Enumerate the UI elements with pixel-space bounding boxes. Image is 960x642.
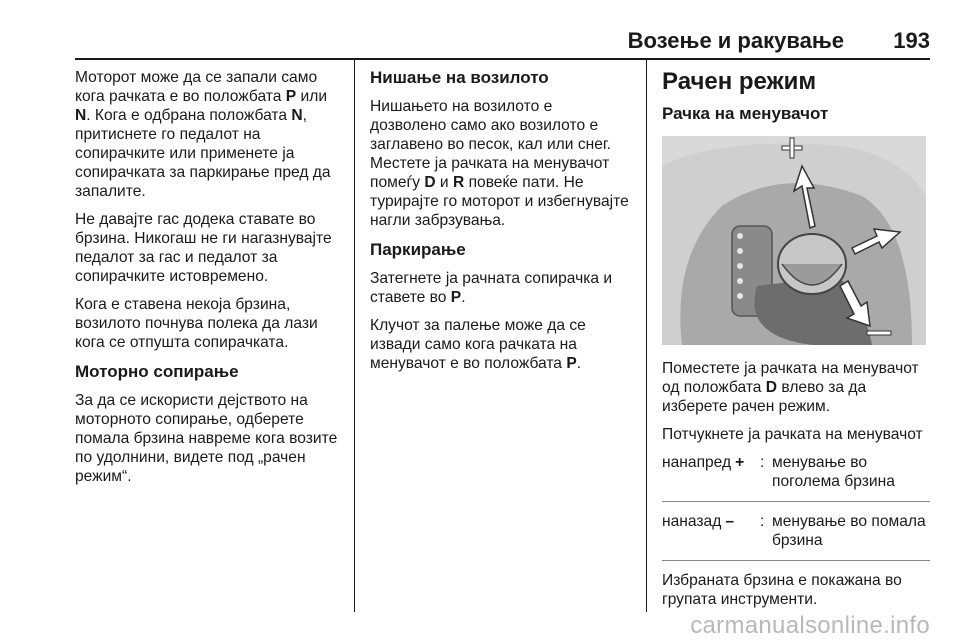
definition-row-upshift: нанапред + : менување во поголема брзина <box>662 453 930 502</box>
column-2 <box>370 68 632 382</box>
paragraph-creep: Кога е ставена некоја брзина, возилото почнува полека да лази кога се отпушта сопирачката. <box>75 296 318 351</box>
desc-upshift: менување во поголема брзина <box>772 454 895 490</box>
term-forward: нанапред <box>662 454 732 471</box>
column-1 <box>75 68 350 495</box>
paragraph-tap-lever: Потчукнете ја рачката на менувачот <box>662 426 923 443</box>
header-rule <box>75 58 930 60</box>
plus-icon: + <box>735 454 745 471</box>
column-divider <box>354 60 355 612</box>
desc-downshift: менување во помала брзина <box>772 513 926 549</box>
heading-gear-lever: Рачка на менувачот <box>662 104 829 123</box>
term-backward: наназад <box>662 513 722 530</box>
heading-manual-mode: Рачен режим <box>662 68 817 95</box>
heading-parking: Паркирање <box>370 240 466 259</box>
shift-definitions <box>662 453 930 561</box>
paragraph-parking: Затегнете ја рачната сопирачка и ставете во P. <box>370 270 613 306</box>
page-header <box>0 28 960 60</box>
page-number: 193 <box>893 28 930 53</box>
column-3 <box>662 68 930 618</box>
paragraph-no-throttle: Не давајте гас додека ставате во брзина. Никогаш не ги нагазнувајте педалот за гас и педалот за сопирачките истовремено. <box>75 211 332 285</box>
paragraph-rocking: Нишањето на возилото е дозволено само ако возилото е заглавено во песок, кал или снег. Местете ја рачката на менувачот помеѓу D и R повеќе пати. Не турирајте го моторот и избегнувајте нагли забрзувања. <box>370 98 629 229</box>
heading-engine-braking: Моторно сопирање <box>75 362 239 381</box>
paragraph-gear-display: Избраната брзина е покажана во групата инструменти. <box>662 572 902 608</box>
gear-lever-illustration <box>662 136 926 345</box>
header-title: Возење и ракување <box>627 28 844 53</box>
column-divider <box>646 60 647 612</box>
heading-rocking: Нишање на возилото <box>370 68 549 87</box>
minus-icon: – <box>725 513 735 530</box>
paragraph-select-manual: Поместете ја рачката на менувачот од положбата D влево за да изберете рачен режим. <box>662 360 919 415</box>
definition-row-downshift: наназад – : менување во помала брзина <box>662 512 930 561</box>
gear-lever-drawing <box>662 136 926 345</box>
watermark: carmanualsonline.info <box>690 612 930 639</box>
paragraph-key-removal: Клучот за палење може да се извади само кога рачката на менувачот е во положбата P. <box>370 317 586 372</box>
paragraph-start-conditions: Моторот може да се запали само кога рачката е во положбата P или N. Кога е одбрана положбата N, притиснете го педалот на сопирачките или применете ја сопирачката за паркирање пред да запалите. <box>75 69 331 200</box>
paragraph-engine-braking: За да се искористи дејството на моторното сопирање, одберете помала брзина навреме кога возите по удолнини, видете под „рачен режим“. <box>75 392 338 485</box>
